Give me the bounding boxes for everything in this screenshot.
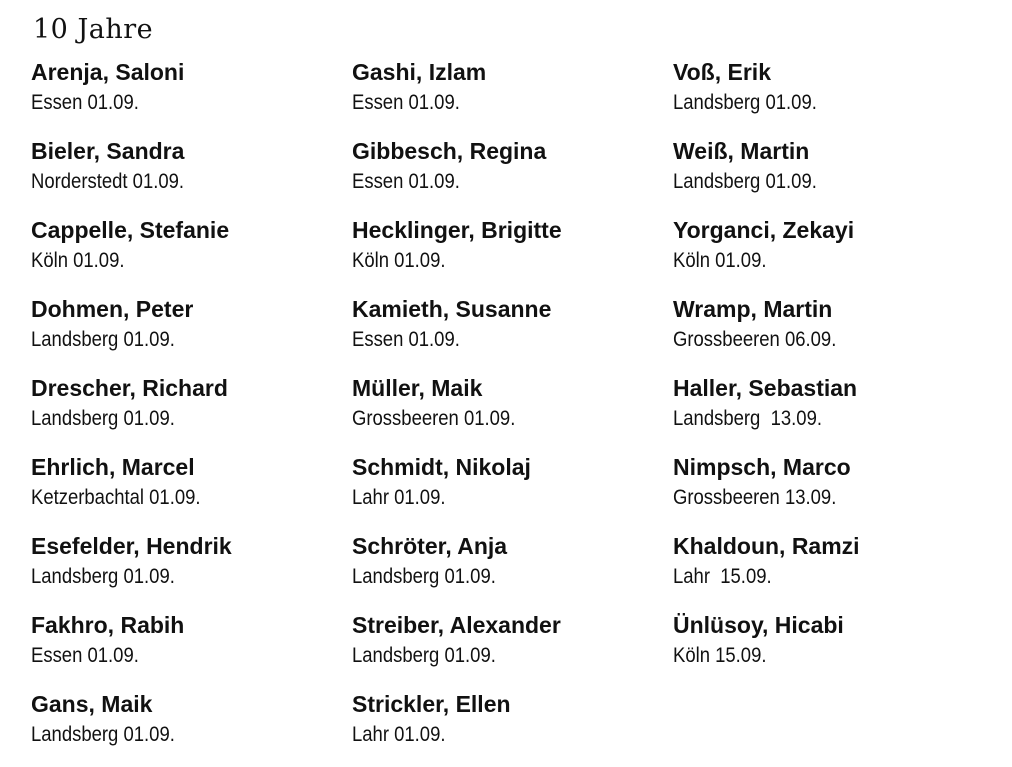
list-item — [673, 450, 860, 529]
location-date: Köln 15.09. — [673, 644, 767, 667]
person-name: Nimpsch, Marco — [673, 454, 851, 480]
list-item — [673, 213, 860, 292]
person-name: Bieler, Sandra — [31, 138, 185, 164]
list-item — [352, 292, 562, 371]
location-date: Landsberg 01.09. — [31, 407, 175, 430]
person-name: Streiber, Alexander — [352, 612, 561, 638]
person-name: Haller, Sebastian — [673, 375, 858, 401]
person-name: Müller, Maik — [352, 375, 483, 401]
list-item — [673, 292, 860, 371]
location-date: Landsberg 13.09. — [673, 407, 822, 430]
list-item — [352, 608, 562, 687]
list-item — [673, 529, 860, 608]
person-name: Dohmen, Peter — [31, 296, 194, 322]
list-item — [352, 134, 562, 213]
list-item — [352, 450, 562, 529]
location-date: Landsberg 01.09. — [673, 170, 817, 193]
person-name: Weiß, Martin — [673, 138, 810, 164]
person-name: Fakhro, Rabih — [31, 612, 185, 638]
location-date: Landsberg 01.09. — [31, 723, 175, 746]
list-item — [31, 450, 232, 529]
location-date: Norderstedt 01.09. — [31, 170, 185, 193]
location-date: Lahr 01.09. — [352, 723, 446, 746]
person-name: Wramp, Martin — [673, 296, 833, 322]
location-date: Köln 01.09. — [31, 249, 125, 272]
person-name: Gashi, Izlam — [352, 59, 487, 85]
location-date: Essen 01.09. — [352, 328, 460, 351]
list-item — [673, 134, 860, 213]
location-date: Landsberg 01.09. — [673, 91, 817, 114]
list-item — [352, 687, 562, 766]
name-column-3 — [673, 55, 860, 687]
list-item — [673, 55, 860, 134]
location-date: Ketzerbachtal 01.09. — [31, 486, 201, 509]
location-date: Landsberg 01.09. — [352, 565, 496, 588]
list-item — [352, 529, 562, 608]
person-name: Schmidt, Nikolaj — [352, 454, 531, 480]
location-date: Essen 01.09. — [352, 170, 460, 193]
person-name: Hecklinger, Brigitte — [352, 217, 562, 243]
list-item — [31, 371, 232, 450]
person-name: Arenja, Saloni — [31, 59, 185, 85]
location-date: Landsberg 01.09. — [31, 565, 175, 588]
location-date: Essen 01.09. — [31, 91, 139, 114]
list-item — [31, 292, 232, 371]
location-date: Landsberg 01.09. — [31, 328, 175, 351]
list-item — [352, 371, 562, 450]
location-date: Grossbeeren 13.09. — [673, 486, 837, 509]
location-date: Essen 01.09. — [31, 644, 139, 667]
person-name: Schröter, Anja — [352, 533, 508, 559]
list-item — [673, 371, 860, 450]
person-name: Strickler, Ellen — [352, 691, 511, 717]
list-item — [31, 213, 232, 292]
person-name: Esefelder, Hendrik — [31, 533, 232, 559]
person-name: Cappelle, Stefanie — [31, 217, 230, 243]
person-name: Gibbesch, Regina — [352, 138, 547, 164]
list-item — [352, 213, 562, 292]
person-name: Gans, Maik — [31, 691, 153, 717]
page-title: 10 Jahre — [33, 14, 154, 45]
person-name: Kamieth, Susanne — [352, 296, 552, 322]
location-date: Grossbeeren 06.09. — [673, 328, 837, 351]
list-item — [31, 55, 232, 134]
person-name: Khaldoun, Ramzi — [673, 533, 860, 559]
location-date: Landsberg 01.09. — [352, 644, 496, 667]
person-name: Drescher, Richard — [31, 375, 228, 401]
location-date: Lahr 01.09. — [352, 486, 446, 509]
person-name: Yorganci, Zekayi — [673, 217, 855, 243]
list-item — [31, 529, 232, 608]
list-item — [31, 134, 232, 213]
location-date: Köln 01.09. — [352, 249, 446, 272]
name-column-2 — [352, 55, 562, 766]
location-date: Grossbeeren 01.09. — [352, 407, 516, 430]
location-date: Lahr 15.09. — [673, 565, 772, 588]
name-column-1 — [31, 55, 232, 766]
location-date: Köln 01.09. — [673, 249, 767, 272]
list-item — [31, 608, 232, 687]
person-name: Ünlüsoy, Hicabi — [673, 612, 844, 638]
person-name: Ehrlich, Marcel — [31, 454, 195, 480]
location-date: Essen 01.09. — [352, 91, 460, 114]
list-item — [31, 687, 232, 766]
list-item — [673, 608, 860, 687]
person-name: Voß, Erik — [673, 59, 771, 85]
list-item — [352, 55, 562, 134]
